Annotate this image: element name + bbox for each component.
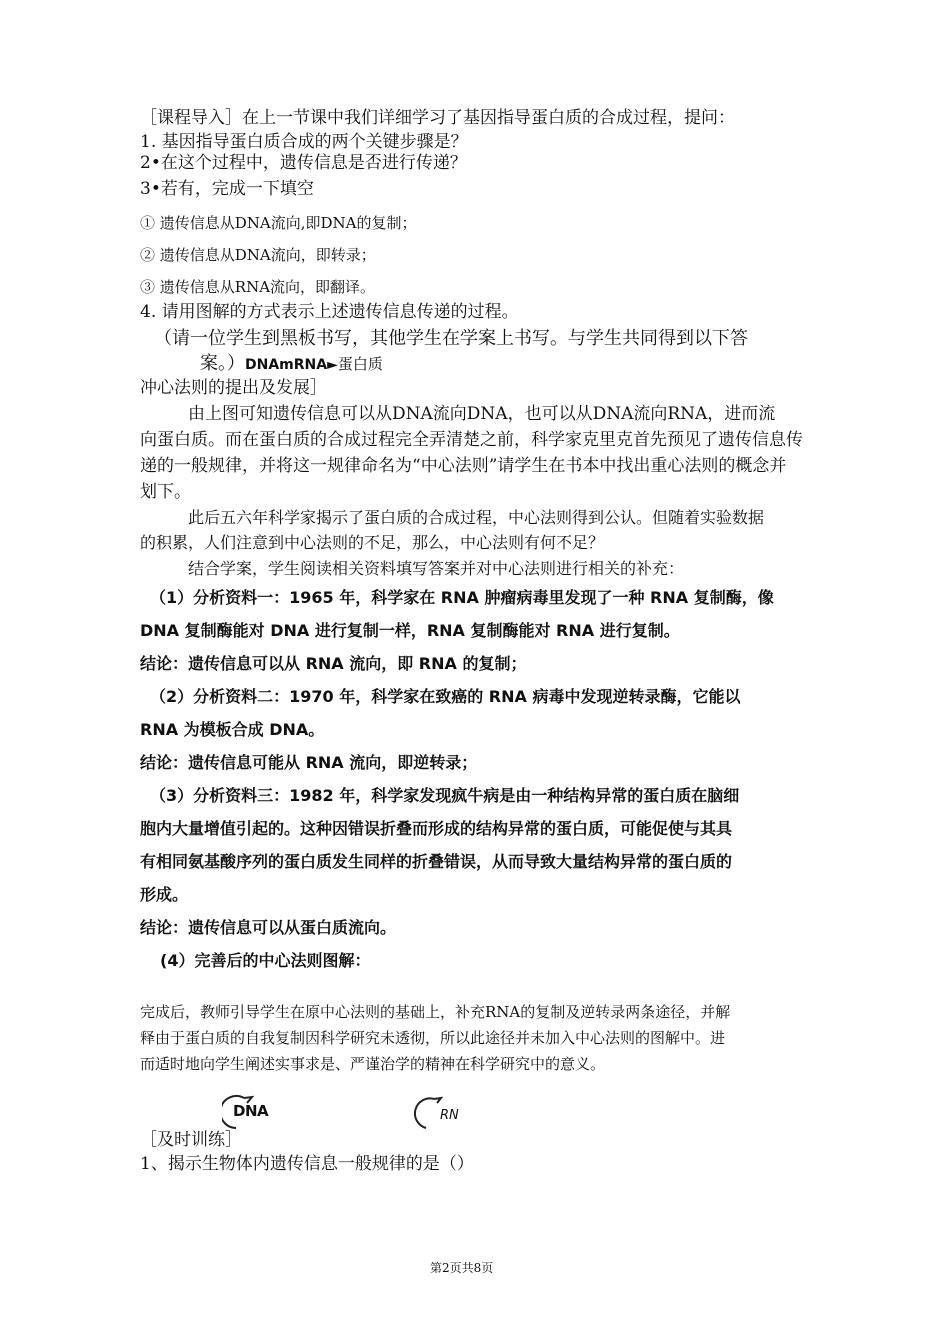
training-question-1: 1、揭示生物体内遗传信息一般规律的是（） — [140, 1154, 474, 1174]
summary-line: 而适时地向学生阐述实事求是、严谨治学的精神在科学研究中的意义。 — [140, 1055, 606, 1073]
analysis-1-line: （1）分析资料一：1965 年，科学家在 RNA 肿瘤病毒里发现了一种 RNA 复制酶，像 — [150, 588, 774, 607]
paragraph-2-line: 的积累，人们注意到中心法则的不足，那么，中心法则有何不足？ — [140, 533, 605, 552]
flow-text: DNAmRNA► — [245, 357, 338, 373]
paragraph-2-line: 此后五六年科学家揭示了蛋白质的合成过程，中心法则得到公认。但随着实验数据 — [188, 508, 765, 527]
dna-label: DNA — [233, 1102, 269, 1120]
conclusion-3: 结论：遗传信息可以从蛋白质流向。 — [140, 918, 397, 937]
note-prefix: 案。） — [200, 353, 245, 374]
page-number: 第2页共8页 — [430, 1261, 494, 1275]
question-3: 3•若有，完成一下填空 — [140, 179, 314, 199]
paragraph-1-line: 由上图可知遗传信息可以从DNA流向DNA，也可以从DNA流向RNA，进而流 — [188, 404, 776, 424]
analysis-1-line: DNA 复制酶能对 DNA 进行复制一样，RNA 复制酶能对 RNA 进行复制。 — [140, 621, 680, 640]
paragraph-3-line: 结合学案，学生阅读相关资料填写答案并对中心法则进行相关的补充： — [188, 559, 685, 578]
analysis-4: (4）完善后的中心法则图解： — [160, 951, 371, 970]
analysis-3-line: 有相同氨基酸序列的蛋白质发生同样的折叠错误，从而导致大量结构异常的蛋白质的 — [140, 852, 733, 871]
analysis-3-line: （3）分析资料三：1982 年，科学家发现疯牛病是由一种结构异常的蛋白质在脑细 — [150, 786, 740, 805]
analysis-3-line: 胞内大量增值引起的。这种因错误折叠而形成的结构异常的蛋白质，可能促使与其具 — [140, 819, 733, 838]
fill-blank-2: ② 遗传信息从DNA流向，即转录； — [140, 246, 376, 264]
training-heading: ［及时训练］ — [140, 1130, 242, 1150]
analysis-2-line: RNA 为模板合成 DNA。 — [140, 720, 325, 739]
fill-blank-1: ① 遗传信息从DNA流向,即DNA的复制； — [140, 214, 417, 232]
conclusion-1: 结论：遗传信息可以从 RNA 流向，即 RNA 的复制； — [140, 654, 527, 673]
paragraph-1-line: 划下。 — [140, 482, 191, 502]
summary-line: 释由于蛋白质的自我复制因科学研究未透彻，所以此途径并未加入中心法则的图解中。进 — [140, 1029, 726, 1047]
note-suffix: 蛋白质 — [337, 355, 383, 373]
analysis-3-line: 形成。 — [140, 885, 189, 904]
question-4: 4. 请用图解的方式表示上述遗传信息传递的过程。 — [140, 302, 519, 322]
question-2: 2•在这个过程中，遗传信息是否进行传递？ — [140, 153, 467, 173]
question-1: 1. 基因指导蛋白质合成的两个关键步骤是？ — [140, 132, 468, 152]
analysis-2-line: （2）分析资料二：1970 年，科学家在致癌的 RNA 病毒中发现逆转录酶，它能以 — [150, 687, 741, 706]
teacher-note-line1: （请一位学生到黑板书写，其他学生在学案上书写。与学生共同得到以下答 — [154, 328, 748, 349]
fill-blank-3: ③ 遗传信息从RNA流向，即翻译。 — [140, 278, 376, 296]
rna-label: RN — [440, 1108, 459, 1123]
paragraph-1-line: 递的一般规律，并将这一规律命名为“中心法则”请学生在书本中找出重心法则的概念并 — [140, 456, 787, 476]
intro-line: ［课程导入］在上一节课中我们详细学习了基因指导蛋白质的合成过程，提问： — [140, 108, 735, 128]
summary-line: 完成后，教师引导学生在原中心法则的基础上，补充RNA的复制及逆转录两条途径，并解 — [140, 1003, 731, 1021]
paragraph-1-line: 向蛋白质。而在蛋白质的合成过程完全弄清楚之前，科学家克里克首先预见了遗传信息传 — [140, 430, 803, 450]
central-dogma-heading: 冲心法则的提出及发展］ — [140, 378, 327, 398]
teacher-note-line2 — [200, 355, 383, 373]
conclusion-2: 结论：遗传信息可能从 RNA 流向，即逆转录； — [140, 753, 478, 772]
